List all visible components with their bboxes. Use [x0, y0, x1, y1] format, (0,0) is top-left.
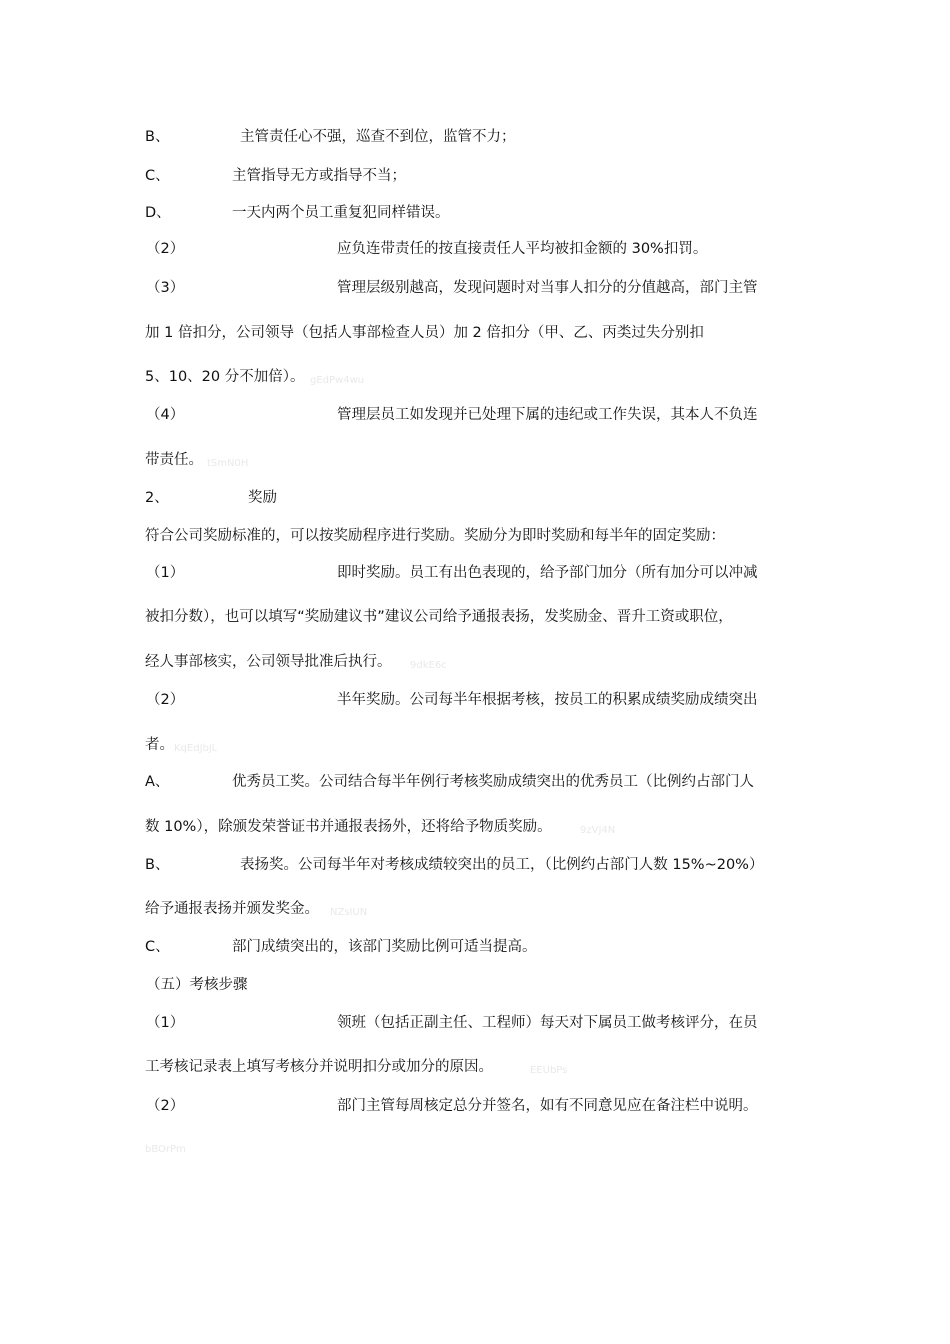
line-text: 应负连带责任的按直接责任人平均被扣金额的 30%扣罚。 [337, 241, 708, 257]
list-marker: （3） [146, 280, 185, 296]
watermark-text: gEdPw4wu [310, 375, 365, 386]
list-marker: B、 [145, 129, 170, 145]
list-marker: （2） [146, 1098, 185, 1114]
list-marker: C、 [145, 168, 170, 184]
line-text: 加 1 倍扣分，公司领导（包括人事部检查人员）加 2 倍扣分（甲、乙、丙类过失分别扣 [145, 325, 704, 341]
watermark-text: EEUbPs [530, 1065, 568, 1076]
line-text: 带责任。 [145, 452, 203, 468]
line-text: 即时奖励。员工有出色表现的，给予部门加分（所有加分可以冲减 [337, 565, 758, 581]
line-text: 被扣分数），也可以填写“奖励建议书”建议公司给予通报表扬，发奖励金、晋升工资或职位， [145, 609, 733, 625]
section-title: 奖励 [248, 490, 277, 506]
line-text: 半年奖励。公司每半年根据考核，按员工的积累成绩奖励成绩突出 [337, 692, 758, 708]
line-text: 部门成绩突出的，该部门奖励比例可适当提高。 [232, 939, 537, 955]
line-text: 主管责任心不强，巡查不到位，监管不力； [240, 129, 516, 145]
line-text: 数 10%），除颁发荣誉证书并通报表扬外，还将给予物质奖励。 [145, 819, 552, 835]
list-marker: （2） [146, 692, 185, 708]
line-text: 工考核记录表上填写考核分并说明扣分或加分的原因。 [145, 1059, 493, 1075]
line-text: 管理层级别越高，发现问题时对当事人扣分的分值越高，部门主管 [337, 280, 758, 296]
list-marker: D、 [145, 205, 171, 221]
line-text: 经人事部核实，公司领导批准后执行。 [145, 654, 392, 670]
line-text: 者。 [145, 737, 174, 753]
line-text: 优秀员工奖。公司结合每半年例行考核奖励成绩突出的优秀员工（比例约占部门人 [232, 774, 754, 790]
line-text: 一天内两个员工重复犯同样错误。 [232, 205, 450, 221]
list-marker: （1） [146, 565, 185, 581]
watermark-text: 9zVJ4N [580, 825, 616, 836]
list-marker: （1） [146, 1015, 185, 1031]
line-text: 管理层员工如发现并已处理下属的违纪或工作失误，其本人不负连 [337, 407, 758, 423]
section-title: （五）考核步骤 [146, 977, 248, 993]
watermark-text: NZsIUN [330, 907, 368, 918]
list-marker: （2） [146, 241, 185, 257]
list-marker: B、 [145, 857, 170, 873]
list-marker: 2、 [145, 490, 169, 506]
line-text: 给予通报表扬并颁发奖金。 [145, 901, 319, 917]
watermark-text: 9dkE6c [410, 660, 447, 671]
line-text: 部门主管每周核定总分并签名，如有不同意见应在备注栏中说明。 [337, 1098, 758, 1114]
line-text: 5、10、20 分不加倍）。 [145, 369, 305, 385]
watermark-text: bBOrPm [145, 1144, 186, 1155]
list-marker: （4） [146, 407, 185, 423]
watermark-text: tSmN0H [207, 458, 249, 469]
watermark-text: KqEdJbjL [174, 743, 218, 754]
line-text: 主管指导无方或指导不当； [232, 168, 406, 184]
line-text: 表扬奖。公司每半年对考核成绩较突出的员工，（比例约占部门人数 15%~20%） [240, 857, 764, 873]
line-text: 符合公司奖励标准的，可以按奖励程序进行奖励。奖励分为即时奖励和每半年的固定奖励： [145, 528, 725, 544]
line-text: 领班（包括正副主任、工程师）每天对下属员工做考核评分，在员 [337, 1015, 758, 1031]
list-marker: A、 [145, 774, 170, 790]
list-marker: C、 [145, 939, 170, 955]
